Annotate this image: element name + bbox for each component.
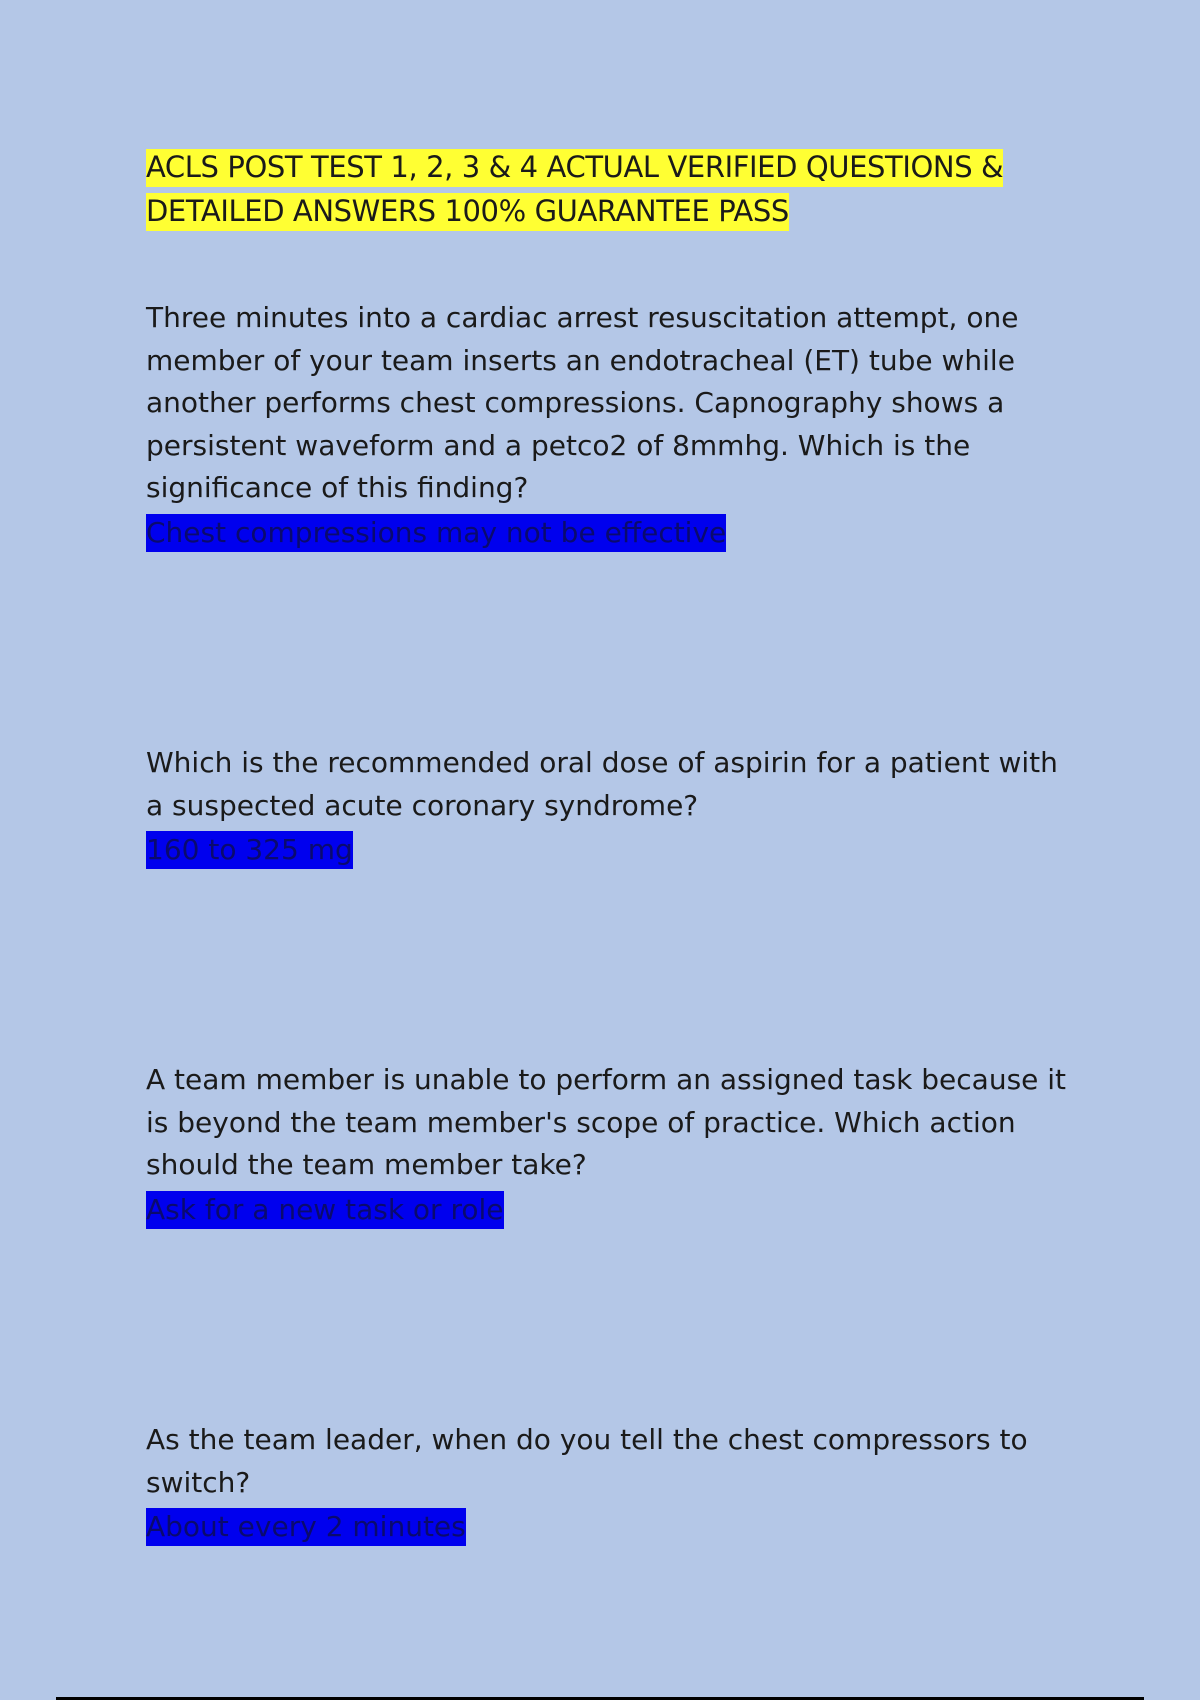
question-2: Which is the recommended oral dose of aspirin for a patient with a suspected acute coronary syndrome? xyxy=(146,746,1058,822)
qa-item-4 xyxy=(146,1419,1076,1546)
document-title xyxy=(146,145,1046,233)
qa-item-3 xyxy=(146,1059,1076,1229)
answer-4: About every 2 minutes xyxy=(146,1508,466,1546)
answer-2: 160 to 325 mg xyxy=(146,831,353,869)
qa-item-2 xyxy=(146,742,1076,869)
answer-3: Ask for a new task or role xyxy=(146,1191,504,1229)
question-3: A team member is unable to perform an assigned task because it is beyond the team member's scope of practice. Which action should the team member take? xyxy=(146,1063,1067,1181)
answer-1: Chest compressions may not be effective xyxy=(146,514,726,552)
question-1: Three minutes into a cardiac arrest resuscitation attempt, one member of your team inserts an endotracheal (ET) tube while another performs chest compressions. Capnography shows a persistent waveform and a petco2 of 8mmhg. Which is the significance of this finding? xyxy=(146,301,1019,504)
title-highlight: ACLS POST TEST 1, 2, 3 & 4 ACTUAL VERIFIED QUESTIONS & DETAILED ANSWERS 100% GUARANTEE PASS xyxy=(146,149,1003,231)
qa-item-1 xyxy=(146,297,1076,552)
question-4: As the team leader, when do you tell the chest compressors to switch? xyxy=(146,1423,1028,1499)
